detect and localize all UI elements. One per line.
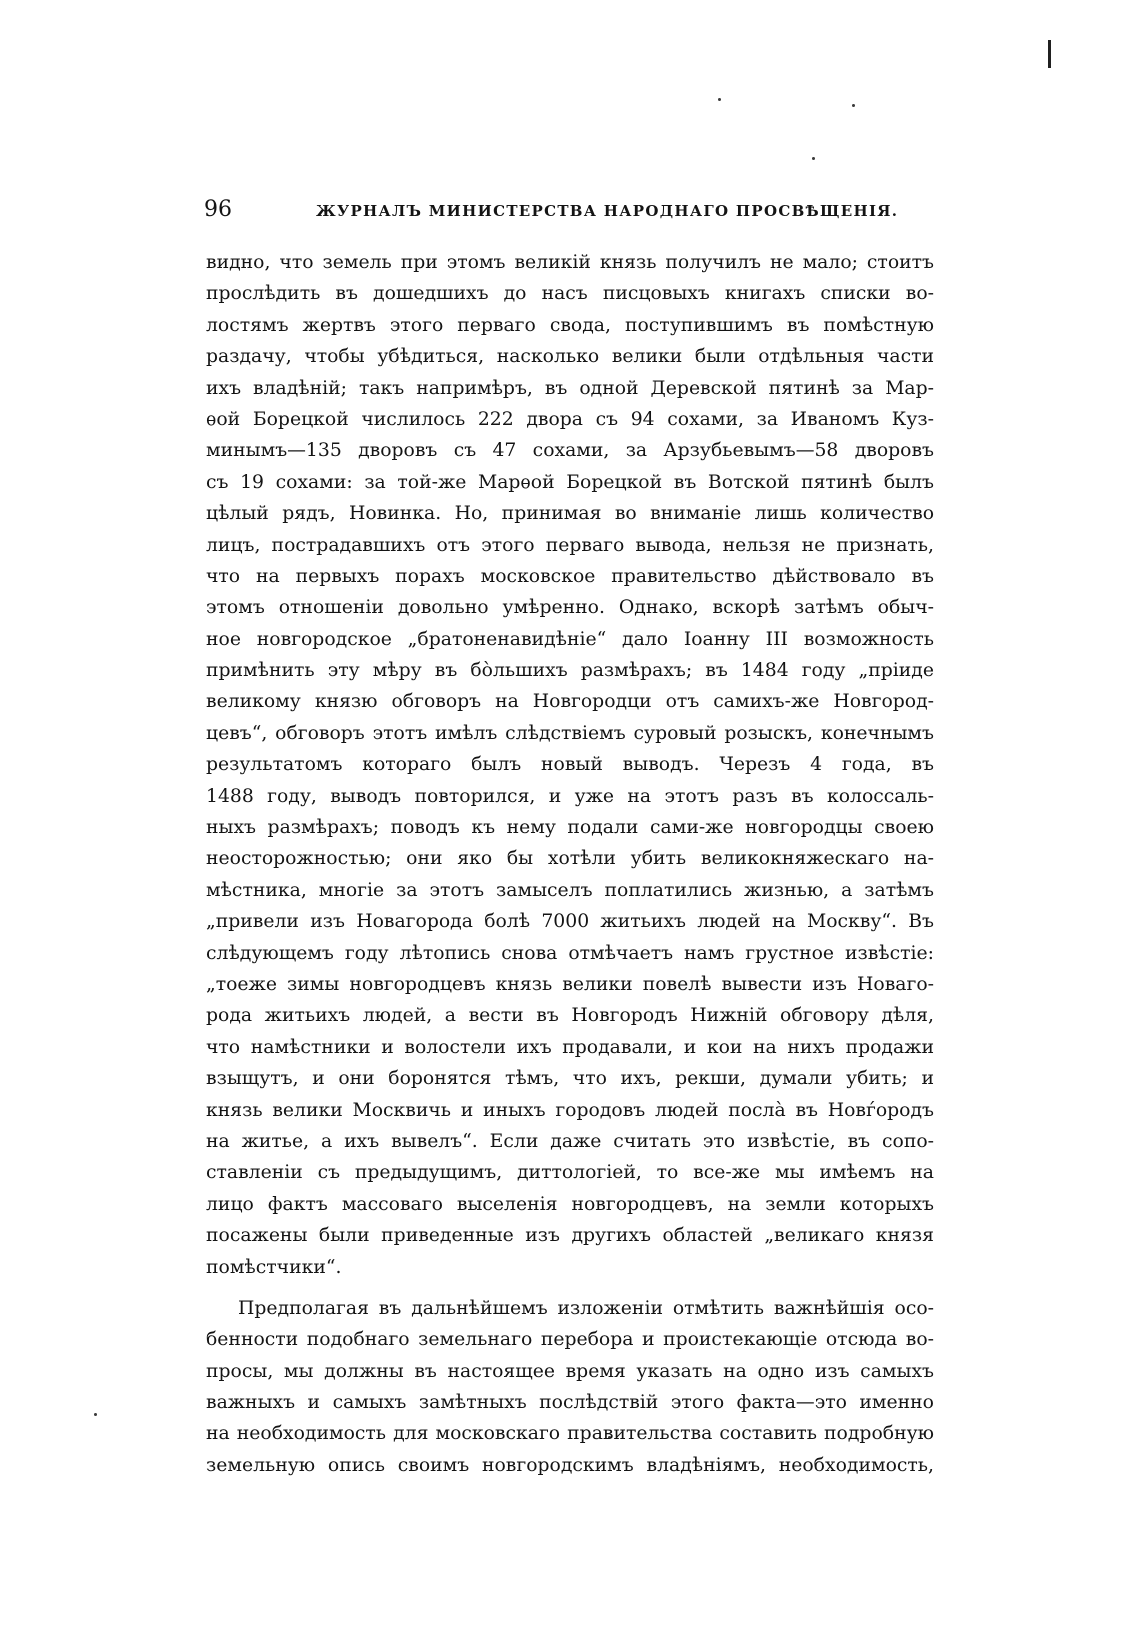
text-line: лостямъ жертвъ этого перваго свода, поступившимъ въ помѣстную <box>206 314 934 336</box>
text-line: великому князю обговоръ на Новгородци отъ самихъ-же Новгород- <box>206 691 934 713</box>
text-line: лицъ, пострадавшихъ отъ этого перваго вывода, нельзя не признать, <box>206 534 934 556</box>
page-number: 96 <box>204 197 232 222</box>
paragraph-gap <box>206 1283 934 1293</box>
text-line: „привели изъ Новагорода болѣ 7000 житьихъ людей на Москву“. Въ <box>206 911 934 933</box>
scan-speck <box>852 104 855 107</box>
text-line: ѳой Борецкой числилось 222 двора съ 94 сохами, за Иваномъ Куз- <box>206 408 934 430</box>
text-line: просы, мы должны въ настоящее время указать на одно изъ самыхъ <box>206 1360 934 1382</box>
text-line: что на первыхъ порахъ московское правительство дѣйствовало въ <box>206 565 934 587</box>
text-line: примѣнить эту мѣру въ бо̀льшихъ размѣрахъ; въ 1484 году „пріиде <box>206 660 934 682</box>
body-text <box>206 247 934 1481</box>
text-line: помѣстчики“. <box>206 1256 342 1278</box>
running-title: ЖУРНАЛЪ МИНИСТЕРСТВА НАРОДНАГО ПРОСВѢЩЕНІЯ. <box>316 202 899 220</box>
text-line: минымъ—135 дворовъ съ 47 сохами, за Арзубьевымъ—58 дворовъ <box>206 440 934 462</box>
text-line: результатомъ котораго былъ новый выводъ. Черезъ 4 года, въ <box>206 754 934 776</box>
text-line: ныхъ размѣрахъ; поводъ къ нему подали сами-же новгородцы своею <box>206 817 934 839</box>
text-line: земельную опись своимъ новгородскимъ владѣніямъ, необходимость, <box>206 1454 934 1476</box>
text-line: цѣлый рядъ, Новинка. Но, принимая во вниманіе лишь количество <box>206 503 934 525</box>
text-line: рода житьихъ людей, а вести въ Новгородъ Нижній обговору дѣля, <box>206 1005 934 1027</box>
scan-edge-mark <box>1048 40 1051 68</box>
text-line: на житье, а ихъ вывелъ“. Если даже считать это извѣстіе, въ сопо- <box>206 1130 934 1152</box>
text-line: Предполагая въ дальнѣйшемъ изложеніи отмѣтить важнѣйшія осо- <box>238 1297 934 1319</box>
text-line: этомъ отношеніи довольно умѣренно. Однако, вскорѣ затѣмъ обыч- <box>206 597 934 619</box>
text-line: взыщутъ, и они боронятся тѣмъ, что ихъ, рекши, думали убить; и <box>206 1068 934 1090</box>
text-line: раздачу, чтобы убѣдиться, насколько велики были отдѣльныя части <box>206 346 934 368</box>
text-line: ное новгородское „братоненавидѣніе“ дало Іоанну III возможность <box>206 628 934 650</box>
scan-speck <box>718 98 721 101</box>
text-line: князь велики Москвичь и иныхъ городовъ людей посла̀ въ Новѓородъ <box>206 1099 934 1121</box>
text-line: ихъ владѣній; такъ напримѣръ, въ одной Деревской пятинѣ за Мар- <box>206 377 934 399</box>
scan-speck <box>812 157 815 160</box>
text-line: на необходимость для московскаго правительства составить подробную <box>206 1423 934 1445</box>
paragraph <box>206 1293 934 1481</box>
text-line: бенности подобнаго земельнаго перебора и проистекающіе отсюда во- <box>206 1329 934 1351</box>
text-line: видно, что земель при этомъ великій князь получилъ не мало; стоитъ <box>206 252 934 273</box>
paragraph <box>206 247 934 1283</box>
text-line: 1488 году, выводъ повторился, и уже на этотъ разъ въ колоссаль- <box>206 785 934 807</box>
text-line: неосторожностью; они яко бы хотѣли убить великокняжескаго на- <box>206 848 934 870</box>
text-line: мѣстника, многіе за этотъ замыселъ поплатились жизнью, а затѣмъ <box>206 879 934 901</box>
text-line: что намѣстники и волостели ихъ продавали, и кои на нихъ продажи <box>206 1036 934 1058</box>
text-line: важныхъ и самыхъ замѣтныхъ послѣдствій этого факта—это именно <box>206 1392 934 1414</box>
page-header <box>204 196 936 224</box>
text-line: цевъ“, обговоръ этотъ имѣлъ слѣдствіемъ суровый розыскъ, конечнымъ <box>206 722 934 744</box>
text-line: съ 19 сохами: за той-же Марѳой Борецкой въ Вотской пятинѣ былъ <box>206 471 934 493</box>
scan-speck <box>94 1413 97 1416</box>
text-line: ставленіи съ предыдущимъ, диттологіей, то все-же мы имѣемъ на <box>206 1162 934 1184</box>
text-line: „тоеже зимы новгородцевъ князь велики повелѣ вывести изъ Новаго- <box>206 973 934 995</box>
text-line: посажены были приведенные изъ другихъ областей „великаго князя <box>206 1225 934 1247</box>
text-line: прослѣдить въ дошедшихъ до насъ писцовыхъ книгахъ списки во- <box>206 283 934 305</box>
text-line: лицо фактъ массоваго выселенія новгородцевъ, на земли которыхъ <box>206 1193 934 1215</box>
text-line: слѣдующемъ году лѣтопись снова отмѣчаетъ намъ грустное извѣстіе: <box>206 942 934 964</box>
